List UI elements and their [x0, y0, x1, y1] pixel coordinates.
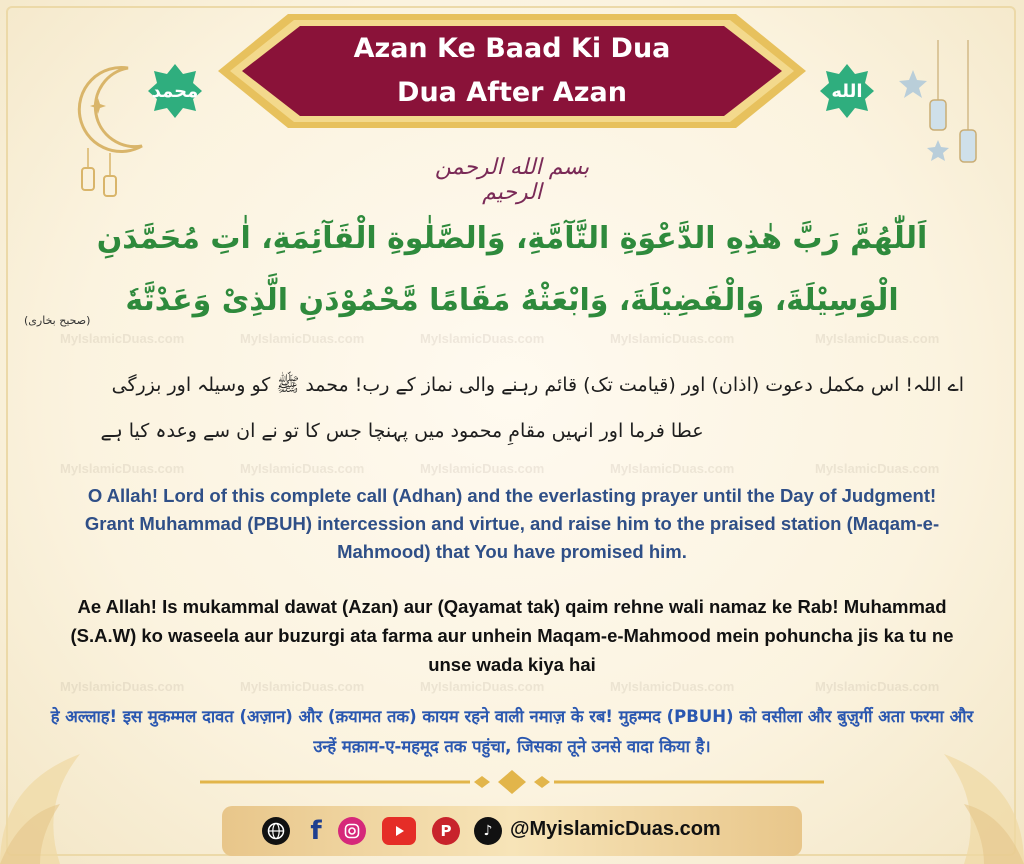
watermark: MyIslamicDuas.com	[610, 331, 735, 346]
watermark: MyIslamicDuas.com	[815, 679, 940, 694]
watermark: MyIslamicDuas.com	[610, 461, 735, 476]
watermark: MyIslamicDuas.com	[60, 679, 185, 694]
urdu-line: اے اللہ! اس مکمل دعوت (اذان) اور (قیامت تک) قائم رہنے والی نماز کے رب! محمد ﷺ کو وسیلہ اور بزرگی	[111, 374, 964, 396]
watermark: MyIslamicDuas.com	[420, 679, 545, 694]
ornamental-divider-icon	[200, 770, 824, 794]
english-translation: O Allah! Lord of this complete call (Adhan) and the everlasting prayer until the Day of Judgment! Grant Muhammad (PBUH) intercession and virtue, and raise him to the praised station (Maqam-e-Mahmood) that You have promised him.	[84, 485, 940, 562]
corner-ornament-icon	[0, 744, 120, 864]
watermark: MyIslamicDuas.com	[420, 461, 545, 476]
urdu-translation	[60, 362, 964, 454]
watermark: MyIslamicDuas.com	[815, 461, 940, 476]
allah-badge: الله	[818, 62, 876, 120]
watermark: MyIslamicDuas.com	[240, 679, 365, 694]
watermark: MyIslamicDuas.com	[240, 331, 365, 346]
website-handle-link[interactable]: @MyislamicDuas.com	[510, 818, 721, 840]
arabic-line: اَللّٰهُمَّ رَبَّ هٰذِهِ الدَّعْوَةِ التَّآمَّةِ، وَالصَّلٰوةِ الْقَآئِمَةِ، اٰتِ مُحَمَّدَنِ	[96, 221, 928, 256]
watermark: MyIslamicDuas.com	[60, 331, 185, 346]
hanging-lanterns-icon	[898, 40, 1008, 190]
hadith-source: (صحیح بخاری)	[24, 314, 91, 327]
pinterest-icon[interactable]: P	[432, 817, 460, 845]
youtube-icon[interactable]	[382, 817, 416, 845]
watermark: MyIslamicDuas.com	[240, 461, 365, 476]
instagram-icon[interactable]	[338, 817, 366, 845]
watermark: MyIslamicDuas.com	[60, 461, 185, 476]
crescent-moon-icon	[58, 58, 148, 208]
facebook-icon[interactable]: f	[310, 816, 322, 846]
roman-urdu-translation: Ae Allah! Is mukammal dawat (Azan) aur (Qayamat tak) qaim rehne wali namaz ke Rab! Muhammad (S.A.W) ko waseela aur buzurgi ata farma aur unhein Maqam-e-Mahmood mein pohuncha jis ka tu ne unse wada kiya hai	[70, 596, 954, 675]
globe-icon[interactable]	[262, 817, 290, 845]
muhammad-badge: محمد	[146, 62, 204, 120]
hindi-translation: हे अल्लाह! इस मुकम्मल दावत (अज़ान) और (क़यामत तक) कायम रहने वाली नमाज़ के रब! मुहम्मद (PBUH) को वसीला और बुज़ुर्गी अता फरमा और उन्हें मक़ाम-ए-महमूद तक पहुंचा, जिसका तूने उनसे वादा किया है।	[50, 707, 974, 756]
watermark: MyIslamicDuas.com	[610, 679, 735, 694]
watermark: MyIslamicDuas.com	[815, 331, 940, 346]
arabic-line: الْوَسِيْلَةَ، وَالْفَضِيْلَةَ، وَابْعَثْهُ مَقَامًا مَّحْمُوْدَنِ الَّذِىْ وَعَدْتَّهٗ	[125, 283, 899, 318]
urdu-line: عطا فرما اور انہیں مقامِ محمود میں پہنچا جس کا تو نے ان سے وعدہ کیا ہے	[100, 420, 704, 442]
bismillah-calligraphy: بسم الله الرحمن الرحيم	[434, 155, 590, 205]
social-footer	[222, 806, 802, 856]
corner-ornament-icon	[904, 744, 1024, 864]
page-title: Azan Ke Baad Ki Dua	[353, 33, 671, 64]
arabic-dua	[50, 208, 974, 332]
tiktok-icon[interactable]: ♪	[474, 817, 502, 845]
watermark: MyIslamicDuas.com	[420, 331, 545, 346]
page-subtitle: Dua After Azan	[397, 77, 627, 108]
title-banner	[218, 10, 806, 132]
